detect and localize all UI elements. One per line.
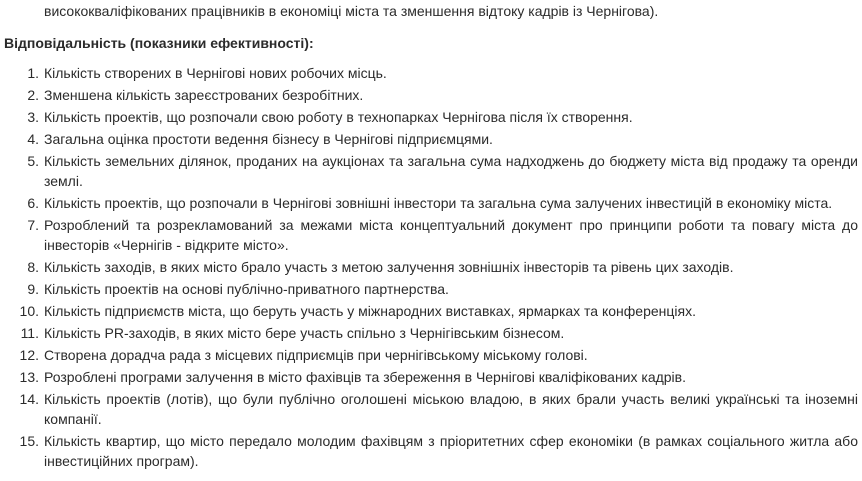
list-item: [0, 279, 862, 299]
list-item-text: Загальна оцінка простоти ведення бізнесу в Чернігові підприємцями.: [44, 131, 493, 147]
list-item: [0, 367, 862, 387]
list-item: [0, 389, 862, 429]
list-item-number: 7.: [27, 217, 39, 233]
list-item-text: Кількість проектів (лотів), що були публічно оголошені міською владою, в яких брали участь великі українські та іноземні компанії.: [44, 391, 858, 427]
list-item-text: Розроблений та розрекламований за межами міста концептуальний документ про принципи роботи та повагу міста до інвесторів «Чернігів - відкрите місто».: [44, 217, 858, 253]
kpi-list: [0, 63, 862, 473]
list-item: [0, 107, 862, 127]
list-item-text: Кількість створених в Чернігові нових робочих місць.: [44, 65, 387, 81]
list-item-number: 4.: [27, 131, 39, 147]
list-item-number: 6.: [27, 195, 39, 211]
list-item-text: Кількість проектів на основі публічно-приватного партнерства.: [44, 281, 449, 297]
list-item-number: 11.: [20, 325, 39, 341]
list-item: [0, 193, 862, 213]
list-item-text: Кількість квартир, що місто передало молодим фахівцям з пріоритетних сфер економіки (в рамках соціального житла або інвестиційних програм).: [44, 433, 858, 469]
list-item-text: Розроблені програми залучення в місто фахівців та збереження в Чернігові кваліфікованих кадрів.: [44, 369, 686, 385]
list-item: [0, 151, 862, 191]
list-item-number: 1.: [27, 65, 39, 81]
list-item-number: 12.: [19, 347, 39, 363]
list-item: [0, 257, 862, 277]
list-item: [0, 85, 862, 105]
list-item-number: 3.: [27, 109, 39, 125]
section-heading: Відповідальність (показники ефективності):: [4, 35, 314, 51]
list-item-number: 2.: [27, 87, 39, 103]
list-item-text: Створена дорадча рада з місцевих підприємців при чернігівському міському голові.: [44, 347, 588, 363]
list-item-number: 13.: [19, 369, 39, 385]
list-item-text: Кількість земельних ділянок, проданих на аукціонах та загальна сума надходжень до бюджету міста від продажу та оренди землі.: [44, 153, 858, 189]
list-item: [0, 129, 862, 149]
list-item-text: Кількість проектів, що розпочали в Чернігові зовнішні інвестори та загальна сума залучених інвестицій в економіку міста.: [44, 195, 833, 211]
list-item-number: 15.: [19, 433, 39, 449]
list-item-text: Кількість PR-заходів, в яких місто бере участь спільно з Чернігівським бізнесом.: [44, 325, 565, 341]
list-item: [0, 215, 862, 255]
list-item: [0, 431, 862, 471]
list-item: [0, 323, 862, 343]
list-item-number: 10.: [19, 303, 39, 319]
list-item-text: Кількість проектів, що розпочали свою роботу в технопарках Чернігова після їх створення.: [44, 109, 633, 125]
intro-text: висококваліфікованих працівників в економіці міста та зменшення відтоку кадрів із Чернігова).: [44, 3, 659, 19]
list-item-text: Кількість заходів, в яких місто брало участь з метою залучення зовнішніх інвесторів та рівень цих заходів.: [44, 259, 734, 275]
list-item: [0, 301, 862, 321]
list-item-text: Кількість підприємств міста, що беруть участь у міжнародних виставках, ярмарках та конференціях.: [44, 303, 696, 319]
list-item-text: Зменшена кількість зареєстрованих безробітних.: [44, 87, 364, 103]
list-item-number: 9.: [27, 281, 39, 297]
list-item-number: 14.: [19, 391, 39, 407]
list-item-number: 5.: [27, 153, 39, 169]
list-item: [0, 345, 862, 365]
list-item-number: 8.: [27, 259, 39, 275]
list-item: [0, 63, 862, 83]
